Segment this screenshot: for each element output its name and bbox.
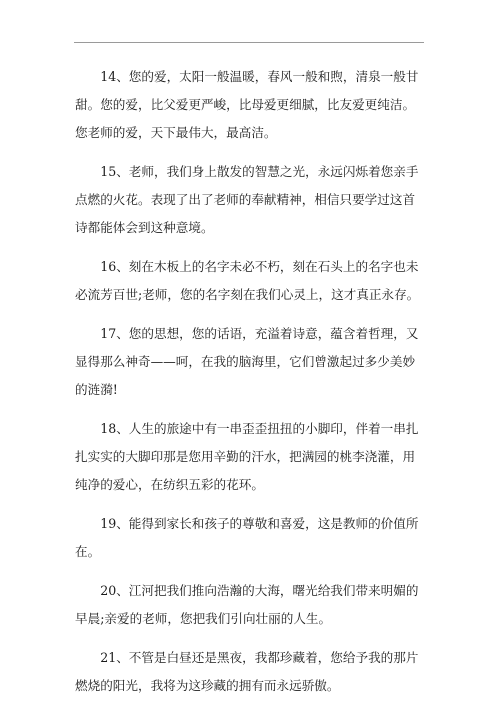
paragraph-15: 15、老师，我们身上散发的智慧之光，永远闪烁着您亲手点燃的火花。表现了出了老师的奉献精神，相信只要学过这首诗都能体会到这种意境。 [75, 164, 419, 235]
paragraph-16: 16、刻在木板上的名字未必不朽，刻在石头上的名字也未必流芳百世;老师，您的名字刻在我们心灵上，这才真正永存。 [75, 259, 420, 302]
paragraph-14: 14、您的爱，太阳一般温暖，春风一般和煦，清泉一般甘甜。您的爱，比父爱更严峻，比母爱更细腻，比友爱更纯洁。您老师的爱，天下最伟大，最高洁。 [75, 69, 419, 140]
document-body [75, 63, 427, 711]
paragraph-21: 21、不管是白昼还是黑夜，我都珍藏着，您给予我的那片燃烧的阳光，我将为这珍藏的拥有而永远骄傲。 [75, 650, 419, 693]
paragraph-20: 20、江河把我们推向浩瀚的大海，曙光给我们带来明媚的早晨;亲爱的老师，您把我们引向壮丽的人生。 [75, 583, 419, 626]
paragraph-18: 18、人生的旅途中有一串歪歪扭扭的小脚印，伴着一串扎扎实实的大脚印那是您用辛勤的汗水，把满园的桃李浇灌，用纯净的爱心，在纺织五彩的花环。 [75, 421, 419, 492]
header-rule [74, 42, 424, 43]
paragraph-17: 17、您的思想，您的话语，充溢着诗意，蕴含着哲理，又显得那么神奇——呵，在我的脑海里，它们曾激起过多少美妙的涟漪! [75, 326, 419, 397]
paragraph-19: 19、能得到家长和孩子的尊敬和喜爱，这是教师的价值所在。 [75, 516, 419, 559]
